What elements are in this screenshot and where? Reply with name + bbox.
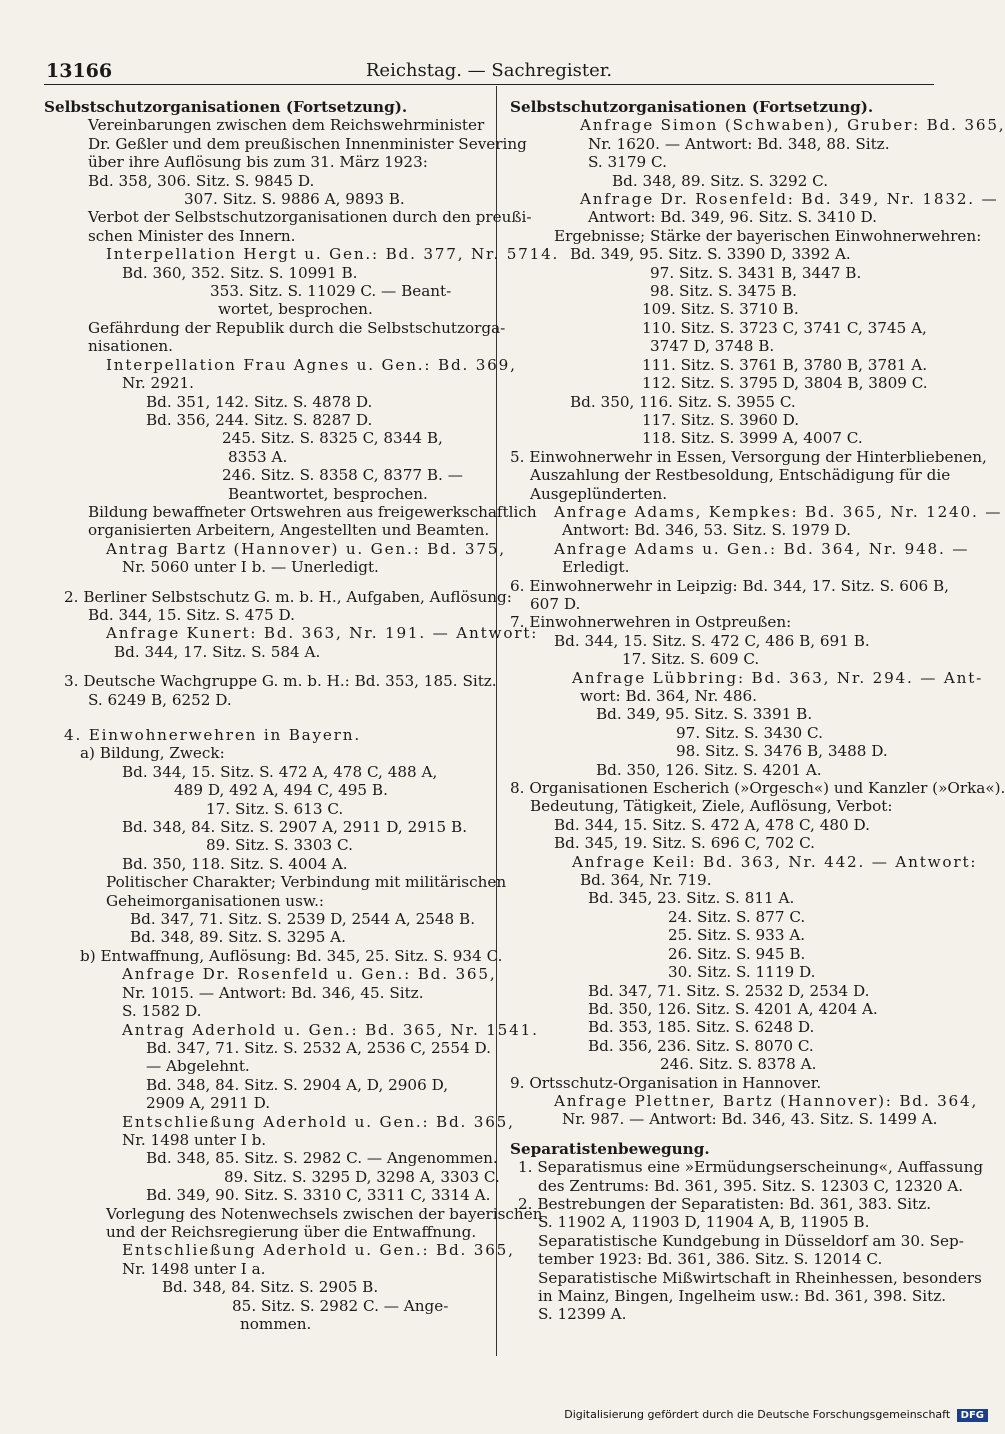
index-line: Bd. 345, 19. Sitz. S. 696 C, 702 C. — [554, 834, 815, 853]
section-heading: Selbstschutzorganisationen (Fortsetzung). — [44, 98, 408, 116]
index-line: Entschließung Aderhold u. Gen.: Bd. 365, — [122, 1112, 515, 1131]
index-line: 8353 A. — [228, 447, 288, 466]
index-line: 89. Sitz. S. 3303 C. — [206, 836, 353, 855]
index-line: nommen. — [240, 1315, 312, 1333]
index-line: 6. Einwohnerwehr in Leipzig: Bd. 344, 17. Sitz. S. 606 B, — [510, 576, 950, 595]
index-line: Bedeutung, Tätigkeit, Ziele, Auflösung, Verbot: — [530, 797, 893, 816]
index-line: Nr. 1498 unter I b. — [122, 1130, 267, 1149]
index-line: Bd. 350, 118. Sitz. S. 4004 A. — [122, 854, 348, 873]
footer-credit — [564, 1408, 988, 1422]
index-line: Bd. 348, 89. Sitz. S. 3295 A. — [130, 928, 346, 947]
index-line: tember 1923: Bd. 361, 386. Sitz. S. 12014 C. — [538, 1250, 883, 1269]
index-line: Bd. 347, 71. Sitz. S. 2532 A, 2536 C, 2554 D. — [146, 1038, 491, 1057]
spacer — [44, 709, 484, 726]
index-line: S. 3179 C. — [588, 153, 667, 172]
index-line: Nr. 1015. — Antwort: Bd. 346, 45. Sitz. — [122, 983, 424, 1002]
index-line: Gefährdung der Republik durch die Selbstschutzorga- — [88, 318, 506, 337]
index-line: S. 1582 D. — [122, 1002, 202, 1021]
index-line: 7. Einwohnerwehren in Ostpreußen: — [510, 613, 792, 632]
index-line: 2909 A, 2911 D. — [146, 1094, 271, 1113]
index-line: Bd. 360, 352. Sitz. S. 10991 B. — [122, 263, 358, 282]
index-line: organisierten Arbeitern, Angestellten und Beamten. — [88, 521, 490, 540]
index-line: Nr. 2921. — [122, 374, 195, 393]
index-line: Bd. 350, 126. Sitz. S. 4201 A, 4204 A. — [588, 999, 878, 1018]
index-line: 118. Sitz. S. 3999 A, 4007 C. — [642, 429, 863, 448]
index-line: Geheimorganisationen usw.: — [106, 891, 325, 910]
index-line: Bd. 348, 85. Sitz. S. 2982 C. — Angenommen. — [146, 1149, 498, 1168]
index-line: Bd. 349, 90. Sitz. S. 3310 C, 3311 C, 3314 A. — [146, 1186, 491, 1205]
index-line: Bd. 364, Nr. 719. — [580, 871, 712, 890]
index-line: Anfrage Simon (Schwaben), Gruber: Bd. 365, — [580, 116, 1005, 135]
index-line: Nr. 987. — Antwort: Bd. 346, 43. Sitz. S. 1499 A. — [562, 1110, 938, 1129]
index-line: a) Bildung, Zweck: — [80, 744, 225, 763]
footer-credit-text: Digitalisierung gefördert durch die Deutsche Forschungsgemeinschaft — [564, 1408, 951, 1421]
index-line: Bd. 347, 71. Sitz. S. 2539 D, 2544 A, 2548 B. — [130, 910, 476, 929]
index-line: Bd. 348, 89. Sitz. S. 3292 C. — [612, 171, 829, 190]
index-line: Nr. 1498 unter I a. — [122, 1259, 266, 1278]
index-line: Vereinbarungen zwischen dem Reichswehrminister — [88, 116, 485, 135]
index-line: Nr. 1620. — Antwort: Bd. 348, 88. Sitz. — [588, 134, 890, 153]
index-line: Bd. 344, 15. Sitz. S. 472 C, 486 B, 691 B. — [554, 631, 870, 650]
index-line: 24. Sitz. S. 877 C. — [668, 907, 806, 926]
index-line: 307. Sitz. S. 9886 A, 9893 B. — [184, 190, 405, 209]
index-line: Bildung bewaffneter Ortswehren aus freigewerkschaftlich — [88, 502, 537, 521]
index-line: 109. Sitz. S. 3710 B. — [642, 300, 799, 319]
index-line: Bd. 349, 95. Sitz. S. 3391 B. — [596, 705, 813, 724]
index-line: Ergebnisse; Stärke der bayerischen Einwohnerwehren: — [554, 226, 982, 245]
dfg-logo: DFG — [957, 1409, 988, 1422]
spacer — [510, 1129, 935, 1140]
index-line: Anfrage Dr. Rosenfeld: Bd. 349, Nr. 1832. — — [580, 190, 999, 209]
index-line: 85. Sitz. S. 2982 C. — Ange- — [232, 1296, 449, 1315]
index-line: Bd. 345, 23. Sitz. S. 811 A. — [588, 889, 795, 908]
index-line: Verbot der Selbstschutzorganisationen durch den preußi- — [88, 208, 532, 227]
index-line: Bd. 356, 244. Sitz. S. 8287 D. — [146, 410, 373, 429]
index-line: 25. Sitz. S. 933 A. — [668, 926, 806, 945]
running-head: Reichstag. — Sachregister. — [365, 60, 613, 81]
index-line: 2. Bestrebungen der Separatisten: Bd. 361, 383. Sitz. — [518, 1194, 932, 1213]
index-line: Interpellation Frau Agnes u. Gen.: Bd. 369, — [106, 355, 517, 374]
index-line: 4. Einwohnerwehren in Bayern. — [64, 726, 361, 744]
index-line: Interpellation Hergt u. Gen.: Bd. 377, Nr. 5714. — [106, 245, 560, 264]
index-line: Antwort: Bd. 346, 53. Sitz. S. 1979 D. — [562, 521, 851, 540]
index-line: 98. Sitz. S. 3476 B, 3488 D. — [676, 742, 888, 761]
index-line: 8. Organisationen Escherich (»Orgesch«) und Kanzler (»Orka«). — [510, 779, 1005, 798]
index-line: Bd. 344, 15. Sitz. S. 475 D. — [88, 605, 295, 624]
index-line: Bd. 344, 17. Sitz. S. 584 A. — [114, 642, 321, 661]
index-line: — Abgelehnt. — [146, 1057, 250, 1076]
index-line: 1. Separatismus eine »Ermüdungserscheinung«, Auffassung — [518, 1158, 984, 1177]
index-line: nisationen. — [88, 337, 173, 356]
index-line: Separatistische Kundgebung in Düsseldorf am 30. Sep- — [538, 1231, 964, 1250]
page-number: 13166 — [46, 60, 113, 82]
index-line: Nr. 5060 unter I b. — Unerledigt. — [122, 558, 379, 577]
index-line: Bd. 353, 185. Sitz. S. 6248 D. — [588, 1018, 815, 1037]
index-line: wort: Bd. 364, Nr. 486. — [580, 687, 757, 705]
index-line: 353. Sitz. S. 11029 C. — Beant- — [210, 282, 452, 301]
index-line: und der Reichsregierung über die Entwaffnung. — [106, 1222, 477, 1241]
index-line: 111. Sitz. S. 3761 B, 3780 B, 3781 A. — [642, 355, 928, 374]
index-line: des Zentrums: Bd. 361, 395. Sitz. S. 12303 C, 12320 A. — [538, 1176, 964, 1195]
index-line: 110. Sitz. S. 3723 C, 3741 C, 3745 A, — [642, 318, 927, 337]
index-line: Beantwortet, besprochen. — [228, 484, 428, 503]
index-line: schen Minister des Innern. — [88, 226, 296, 245]
index-line: über ihre Auflösung bis zum 31. März 1923: — [88, 153, 428, 172]
index-line: Antrag Aderhold u. Gen.: Bd. 365, Nr. 1541. — [122, 1020, 539, 1039]
section-heading: Selbstschutzorganisationen (Fortsetzung). — [510, 98, 874, 116]
index-line: Anfrage Lübbring: Bd. 363, Nr. 294. — Ant- — [572, 668, 984, 687]
index-line: Anfrage Adams u. Gen.: Bd. 364, Nr. 948. — — [554, 539, 970, 558]
index-line: Bd. 348, 84. Sitz. S. 2905 B. — [162, 1278, 379, 1297]
index-line: 246. Sitz. S. 8378 A. — [660, 1055, 817, 1074]
index-line: Bd. 351, 142. Sitz. S. 4878 D. — [146, 392, 373, 411]
index-line: Bd. 350, 126. Sitz. S. 4201 A. — [596, 760, 822, 779]
index-line: 98. Sitz. S. 3475 B. — [650, 282, 797, 301]
index-line: Bd. 356, 236. Sitz. S. 8070 C. — [588, 1036, 814, 1055]
index-line: Bd. 358, 306. Sitz. S. 9845 D. — [88, 171, 315, 190]
index-line: 607 D. — [530, 594, 581, 613]
index-line: 117. Sitz. S. 3960 D. — [642, 410, 800, 429]
index-line: Anfrage Kunert: Bd. 363, Nr. 191. — Antwort: — [106, 624, 539, 643]
index-line: 97. Sitz. S. 3430 C. — [676, 723, 823, 742]
index-line: 112. Sitz. S. 3795 D, 3804 B, 3809 C. — [642, 374, 928, 393]
index-line: Bd. 344, 15. Sitz. S. 472 A, 478 C, 488 A, — [122, 762, 438, 781]
index-line: 5. Einwohnerwehr in Essen, Versorgung der Hinterbliebenen, — [510, 447, 987, 466]
index-line: 489 D, 492 A, 494 C, 495 B. — [174, 781, 388, 800]
index-line: Erledigt. — [562, 558, 630, 577]
index-line: Anfrage Plettner, Bartz (Hannover): Bd. 364, — [554, 1091, 979, 1110]
index-line: S. 6249 B, 6252 D. — [88, 690, 232, 709]
index-line: in Mainz, Bingen, Ingelheim usw.: Bd. 361, 398. Sitz. — [538, 1287, 947, 1305]
index-line: 245. Sitz. S. 8325 C, 8344 B, — [222, 429, 443, 448]
index-line: S. 11902 A, 11903 D, 11904 A, B, 11905 B. — [538, 1213, 870, 1232]
page-header — [44, 56, 934, 85]
index-line: wortet, besprochen. — [218, 300, 373, 319]
index-line: Auszahlung der Restbesoldung, Entschädigung für die — [530, 466, 951, 485]
index-line: Vorlegung des Notenwechsels zwischen der bayerischen — [106, 1204, 543, 1223]
section-heading: Separatistenbewegung. — [510, 1139, 710, 1158]
index-line: Anfrage Keil: Bd. 363, Nr. 442. — Antwort: — [572, 852, 978, 871]
index-line: 2. Berliner Selbstschutz G. m. b. H., Aufgaben, Auflösung: — [64, 587, 512, 606]
index-line: S. 12399 A. — [538, 1305, 627, 1324]
index-line: 246. Sitz. S. 8358 C, 8377 B. — — [222, 466, 463, 485]
index-line: Entschließung Aderhold u. Gen.: Bd. 365, — [122, 1241, 515, 1260]
index-line: 26. Sitz. S. 945 B. — [668, 944, 806, 963]
index-line: Antwort: Bd. 349, 96. Sitz. S. 3410 D. — [588, 208, 877, 227]
spacer — [44, 577, 484, 588]
index-line: Dr. Geßler und dem preußischen Innenminister Severing — [88, 134, 527, 153]
index-line: 17. Sitz. S. 613 C. — [206, 799, 344, 818]
index-line: Bd. 347, 71. Sitz. S. 2532 D, 2534 D. — [588, 981, 870, 1000]
index-line: 3. Deutsche Wachgruppe G. m. b. H.: Bd. 353, 185. Sitz. — [64, 672, 497, 691]
index-line: Bd. 350, 116. Sitz. S. 3955 C. — [570, 392, 796, 411]
spacer — [44, 661, 484, 672]
index-line: 9. Ortsschutz-Organisation in Hannover. — [510, 1073, 822, 1092]
index-line: Separatistische Mißwirtschaft in Rheinhessen, besonders — [538, 1268, 982, 1287]
index-line: Antrag Bartz (Hannover) u. Gen.: Bd. 375, — [106, 539, 506, 558]
right-column — [510, 98, 1005, 1324]
index-line: Politischer Charakter; Verbindung mit militärischen — [106, 873, 507, 892]
index-line: Ausgeplünderten. — [530, 484, 668, 503]
index-line: Anfrage Adams, Kempkes: Bd. 365, Nr. 1240. — — [554, 502, 1003, 521]
index-line: Bd. 344, 15. Sitz. S. 472 A, 478 C, 480 D. — [554, 815, 870, 834]
index-line: Bd. 349, 95. Sitz. S. 3390 D, 3392 A. — [570, 245, 851, 264]
index-line: b) Entwaffnung, Auflösung: Bd. 345, 25. Sitz. S. 934 C. — [80, 946, 503, 965]
index-line: Bd. 348, 84. Sitz. S. 2907 A, 2911 D, 2915 B. — [122, 818, 468, 837]
index-line: 89. Sitz. S. 3295 D, 3298 A, 3303 C. — [224, 1167, 500, 1186]
index-line: Bd. 348, 84. Sitz. S. 2904 A, D, 2906 D, — [146, 1075, 449, 1094]
index-line: Anfrage Dr. Rosenfeld u. Gen.: Bd. 365, — [122, 965, 497, 984]
index-line: 3747 D, 3748 B. — [650, 337, 775, 356]
index-line: 97. Sitz. S. 3431 B, 3447 B. — [650, 263, 862, 282]
index-line: 17. Sitz. S. 609 C. — [622, 650, 760, 669]
index-line: 30. Sitz. S. 1119 D. — [668, 963, 816, 982]
